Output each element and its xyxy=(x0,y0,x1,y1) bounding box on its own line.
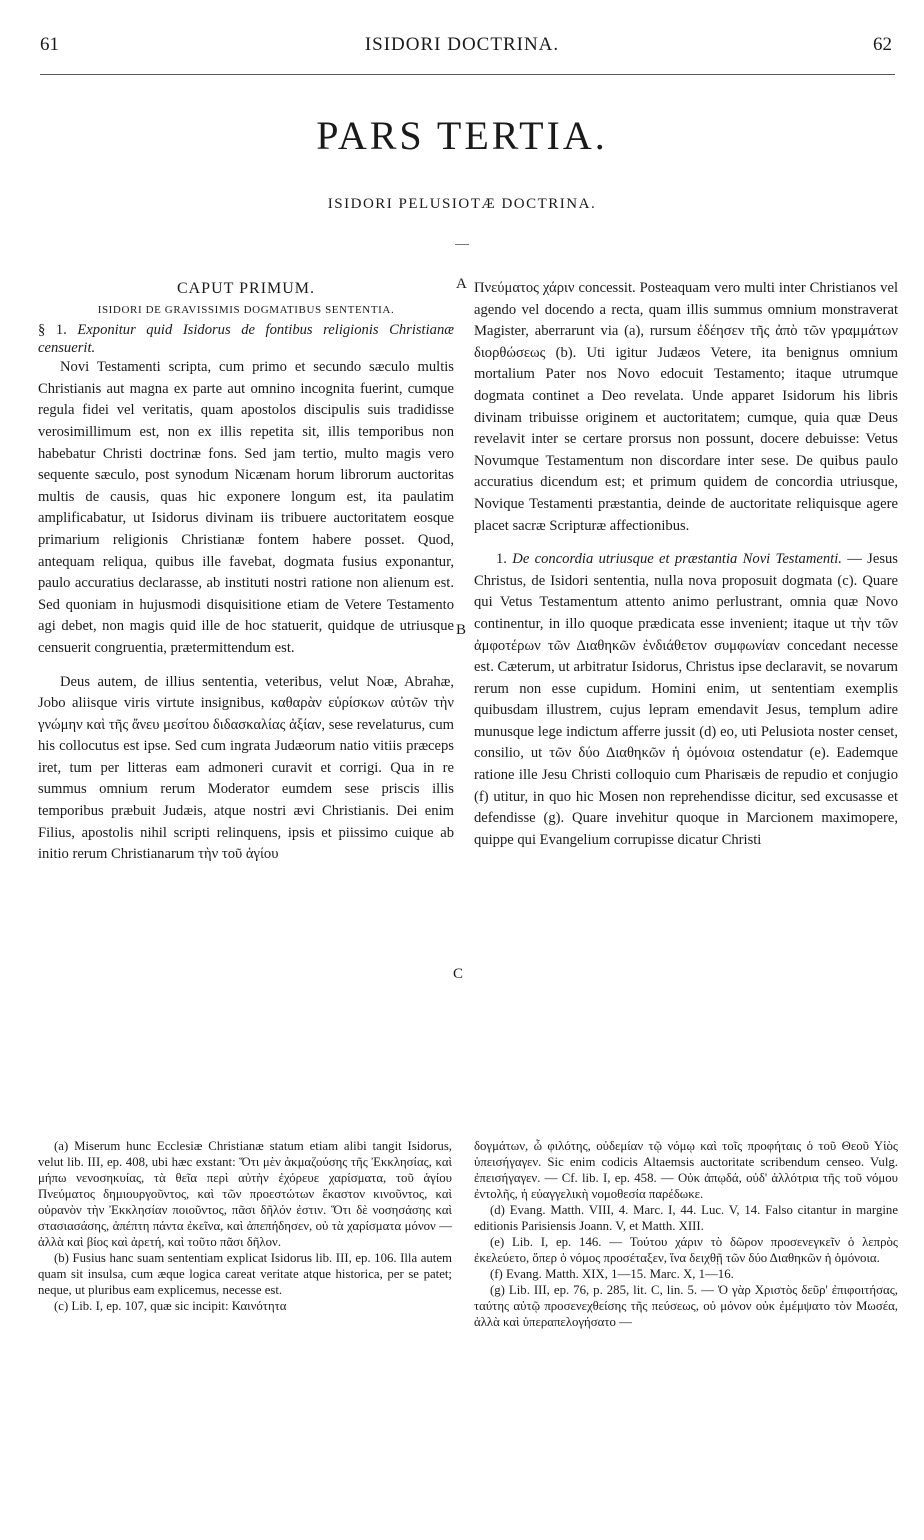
right-column xyxy=(474,278,898,851)
paragraph: Deus autem, de illius sententia, veteribus, velut Noæ, Abrahæ, Jobo aliisque viris virtute insignibus, καθαρὰν εὑρίσκων αὐτῶν τὴν γνώμην καὶ τῆς ἄνευ μεσίτου διδασκαλίας ἀξίαν, sese revelaturus, cum his collocutus est ipse. Sed cum ingrata Judæorum natio vitiis præceps iret, tum per litteras eam admoneri curavit et corrigi. Qua in re summus omnium rerum Moderator eumdem sese priscis illis temporibus præbuit Judæis, atque nostri ævi Christianis. Dei enim Filius, apostolis nihil scripti relinquens, ipsis et piissimo cuique ab initio rerum Christianarum τὴν τοῦ ἁγίου xyxy=(38,673,454,863)
footnote-e: (e) Lib. I, ep. 146. — Τούτου χάριν τὸ δῶρον προσενεγκεῖν ὁ λεπρὸς ἐκελεύετο, ὅπερ ὁ νόμος προσέταξεν, ἵνα δειχθῇ τῶν δύο Διαθηκῶν ἡ ὁμόνοια. xyxy=(474,1235,898,1265)
left-column xyxy=(38,278,454,866)
subsection-title: De concordia utriusque et præstantia Novi Testamenti. xyxy=(512,551,842,568)
margin-letter-c: C xyxy=(453,966,464,982)
subsection-number: 1. xyxy=(496,551,507,568)
part-subtitle: ISIDORI PELUSIOTÆ DOCTRINA. xyxy=(327,196,597,212)
footnote-f: (f) Evang. Matth. XIX, 1—15. Marc. X, 1—16. xyxy=(490,1267,734,1281)
page-number-left: 61 xyxy=(40,34,59,55)
part-title: PARS TERTIA. xyxy=(316,113,608,158)
running-header xyxy=(0,34,924,58)
running-head-title: ISIDORI DOCTRINA. xyxy=(364,34,560,55)
title-divider xyxy=(455,244,469,245)
paragraph: Πνεύματος χάριν concessit. Posteaquam vero multi inter Christianos vel agendo vel docendo a recta, quam illis summus omnium monstraverat Magister, aberrarunt via (a), rursum ἐδέησεν τῆς ἀπὸ τῶν γραμμάτων διορθώσεως (b). Uti igitur Judæos Vetere, ita benignus omnium mortalium Pater nos Novo edocuit Testamento; itaque utrumque dogmata continet a Deo revelata. Unde apparet Isidorum his libris divinam tribuisse originem et auctoritatem; cumque, quia quæ Deus revelavit inter se certare prorsus non possunt, docere debuisse: Vetus Novumque Testamentum non discordare inter sese. De quibus paulo accuratius dicendum est; et primum quidem de concordia utriusque, Novique Testamenti præstantia, deinde de auctoritate reliquisque agere placet sacræ Scripturæ affectionibus. xyxy=(474,280,898,534)
footnote-g: (g) Lib. III, ep. 76, p. 285, lit. C, lin. 5. — Ὁ γὰρ Χριστὸς δεῦρ' ἐπιφοιτήσας, ταύτης αὐτῷ προσενεχθείσης τῆς πεύσεως, οὐ μόνον οὐκ ἐμέμψατο τὸν Μωσέα, ἀλλὰ καὶ ὑπεραπελογήσατο — xyxy=(474,1283,898,1329)
page-number-right: 62 xyxy=(873,34,892,55)
footnote-c: (c) Lib. I, ep. 107, quæ sic incipit: Καινότητα xyxy=(54,1299,287,1313)
margin-letter-a: A xyxy=(456,276,467,292)
chapter-heading: CAPUT PRIMUM. xyxy=(176,280,316,297)
footnote-continuation: δογμάτων, ὦ φιλότης, οὐδεμίαν τῷ νόμῳ καὶ τοῖς προφήταις ὁ τοῦ Θεοῦ Υἱὸς ὑπεισήγαγεν. Sic enim codicis Altaemsis auctoritate scribendum censeo. Vulg. ἐπεισήγαγεν. — Cf. lib. I, ep. 458. — Οὐκ ἀπῳδά, οὐδ' ἀλλότρια τῆς τοῦ νόμου ἐντολῆς, ἡ εὐαγγελικὴ νομοθεσία παρέδωκε. xyxy=(474,1139,898,1201)
section-mark: § 1. xyxy=(38,322,67,339)
footnote-a: (a) Miserum hunc Ecclesiæ Christianæ statum etiam alibi tangit Isidorus, velut lib. III, ep. 408, ubi hæc exstant: Ὅτι μὲν ἀκμαζούσης τῆς Ἐκκλησίας, καὶ μήπω νενοσηκυίας, τὰ θεῖα περὶ αὐτὴν ἐχόρευε χαρίσματα, τοῦ ἁγίου Πνεύματος δημιουργοῦντος, καὶ τῶν προεστώτων ἕκαστον κινοῦντος, καὶ οὐρανὸν τὴν Ἐκκλησίαν ποιοῦντος, πᾶσι δῆλόν ἐστιν. Ὅτι δὲ νοσησάσης καὶ στασιασάσης, ἀπέπτη πάντα ἐκεῖνα, καὶ ἀπεπήδησεν, οὐ τὰ χαρίσματα μόνον — ἀλλὰ καὶ βίος καὶ ἀρετή, καὶ τοῦτο πᾶσι δῆλον. xyxy=(38,1139,452,1249)
section-heading xyxy=(38,321,454,357)
footnote-b: (b) Fusius hanc suam sententiam explicat Isidorus lib. III, ep. 106. Illa autem quam sit insulsa, cum æque logica careat veritate atque historica, per se patet; neque, ut pluribus eam explicemus, necesse est. xyxy=(38,1251,452,1297)
footnote-d: (d) Evang. Matth. VIII, 4. Marc. I, 44. Luc. V, 14. Falso citantur in margine editionis Parisiensis Joann. V, et Matth. XIII. xyxy=(474,1203,898,1233)
header-rule xyxy=(40,74,895,75)
section-title: Exponitur quid Isidorus de fontibus religionis Christianæ censuerit. xyxy=(38,322,454,357)
footnotes-left xyxy=(38,1138,452,1314)
paragraph: Novi Testamenti scripta, cum primo et secundo sæculo multis Christianis aut magna ex parte aut omnino incognita fuerint, cumque regula fidei vel veritatis, quam apostolos discipulis suis tradidisse verosimillimum est, non ex illis repetita sit, illis temporibus non habebatur Christi doctrinæ fons. Sed jam tertio, multo magis vero sequente sæculo, post synodum Nicænam horum librorum auctoritas multis de causis, quas hic exponere longum est, ita paulatim amplificabatur, ut Isidorus divinam iis tribuere auctoritatem eosque primarium religionis Christianæ fontem habere posset. Quod, antequam reliqua, quibus ille favebat, dogmata fusius exponantur, paulo accuratius declarasse, ab instituti nostri ratione non alienum est. Sed quoniam in hujusmodi disquisitione etiam de Vetere Testamento agi debet, non magis quid ille de hoc statuerit, quidque de utriusque censuerit congruentia, prætermittendum est. xyxy=(38,359,454,656)
subsection-paragraph xyxy=(474,549,898,851)
chapter-subheading: ISIDORI DE GRAVISSIMIS DOGMATIBUS SENTENTIA. xyxy=(97,303,395,316)
footnotes-right xyxy=(474,1138,898,1330)
subsection-text: — Jesus Christus, de Isidori sententia, nulla nova proposuit dogmata (c). Quare qui Vetus Testamentum attento animo perlustrant, omnia quæ Novo continentur, in illo quoque prædicata esse invenient; itaque ut τὴν τῶν ἀμφοτέρων τῶν Διαθηκῶν ἐνδιάθετον συμφωνίαν concedant necesse est. Cæterum, ut arbitratur Isidorus, Christus ipse declaravit, se novarum rerum non esse cupidum. Homini enim, ut sententiam exemplis quibusdam illustrem, cujus lepram emendavit Jesus, templum adire munusque lege indictum afferre jussit (d) eo, uti Pelusiota noster censet, consilio, ut τῶν δύο Διαθηκῶν ἡ ὁμόνοια ostendatur (e). Eademque ratione ille Jesu Christi colloquio cum Pharisæis de repudio et conjugio (f) utitur, in quo hic Mosen non reprehendisse dicitur, sed excusasse et defendisse (g). Quare invehitur quoque in Marcionem maximopere, quippe qui Evangelium corrupisse dicatur Christi xyxy=(474,551,898,848)
margin-letter-b: B xyxy=(456,622,467,638)
